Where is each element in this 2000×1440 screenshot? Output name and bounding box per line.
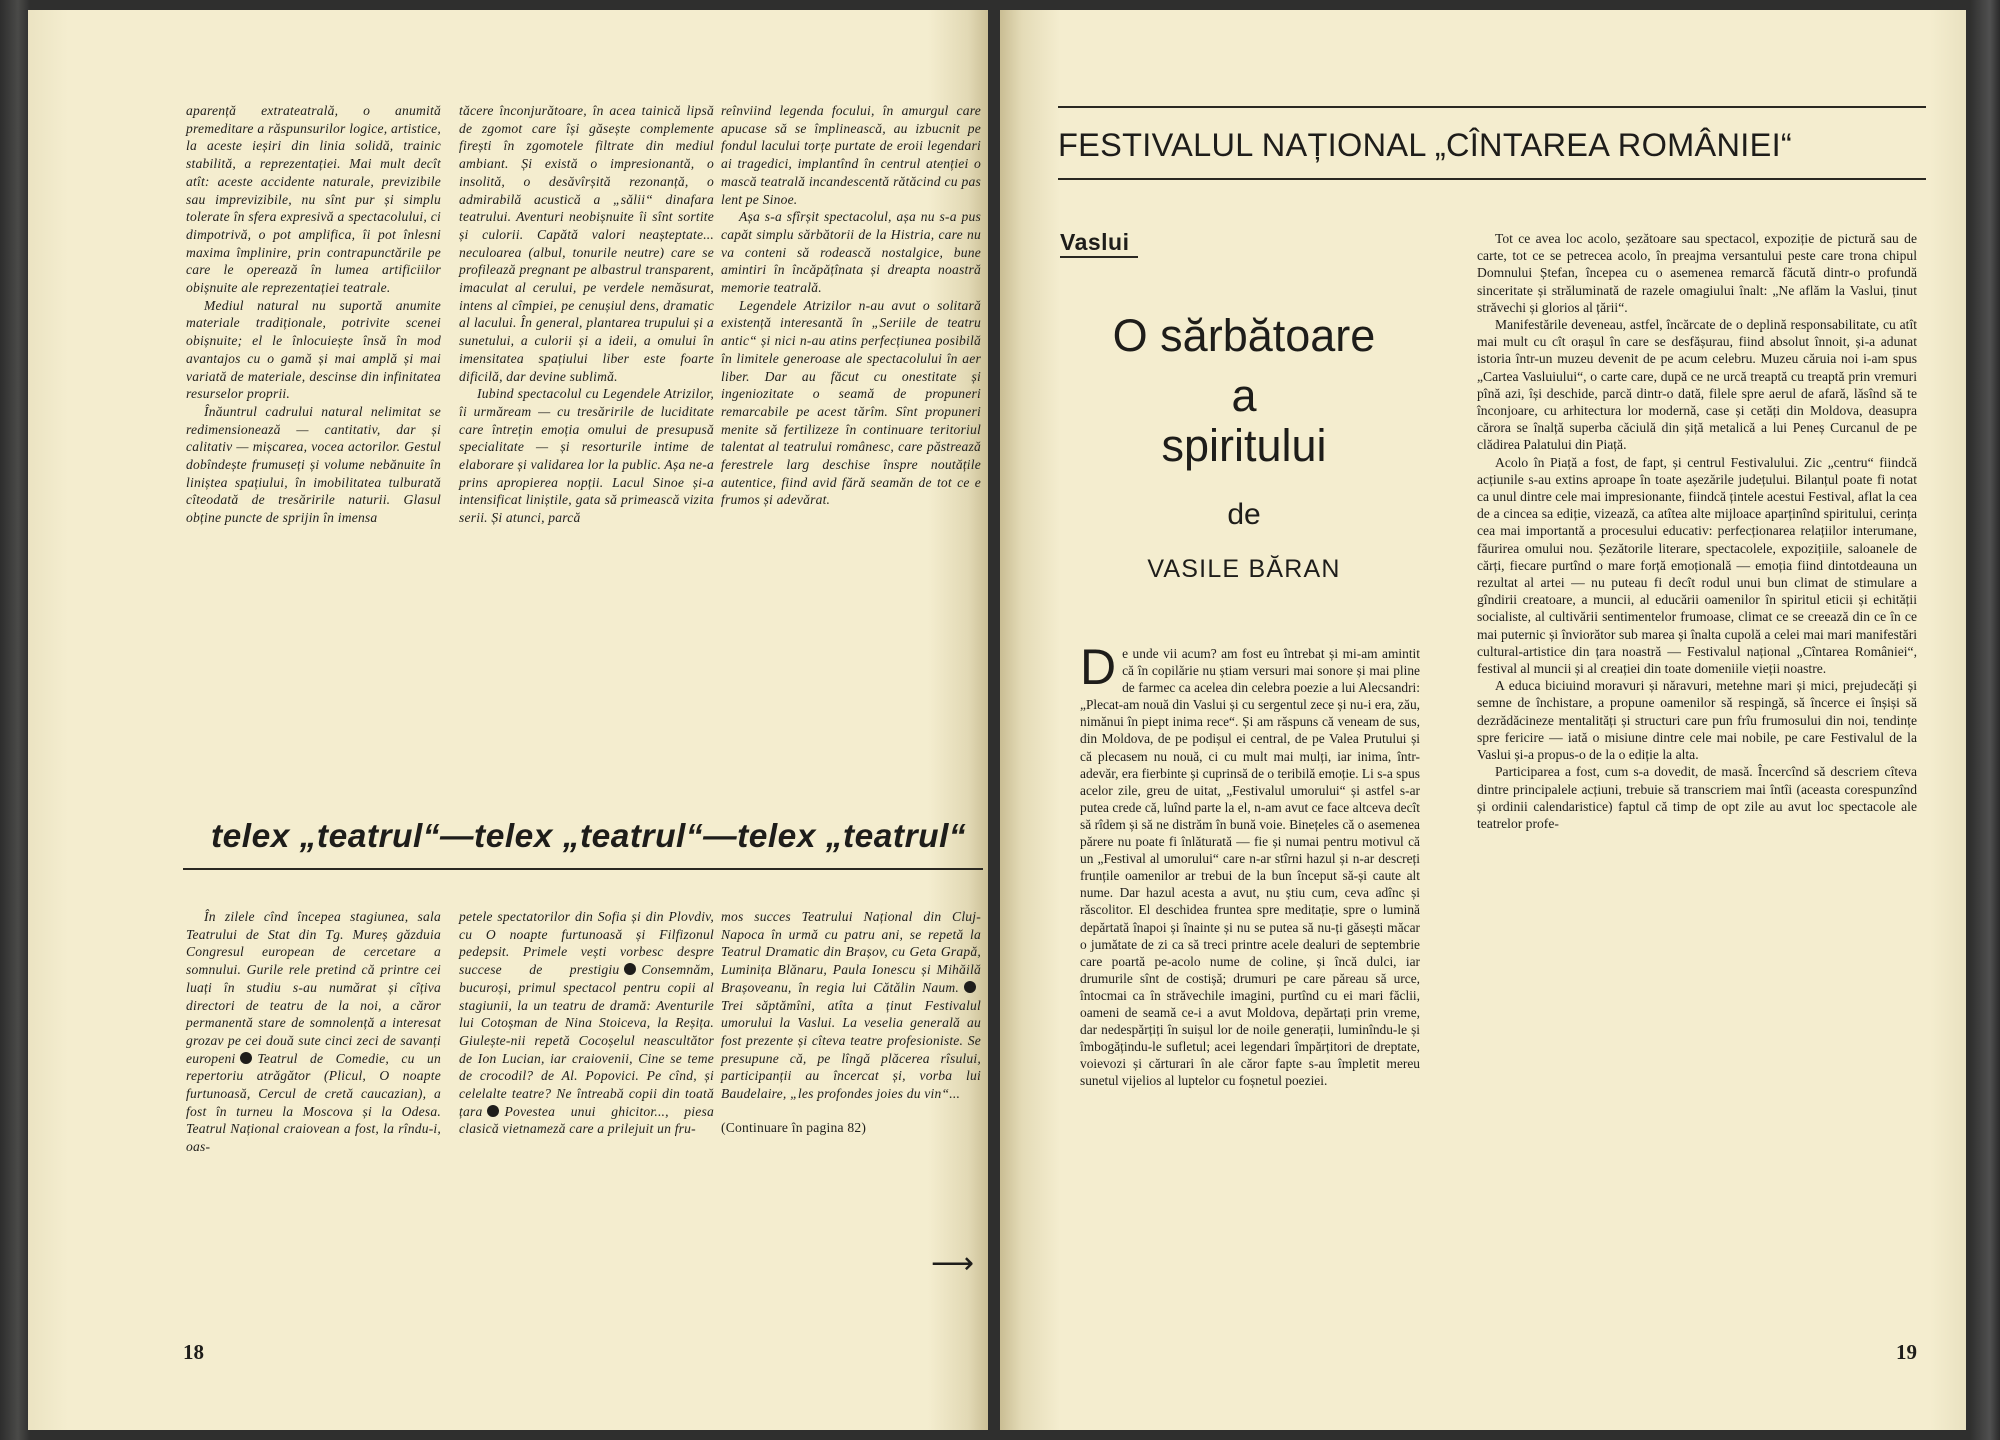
left-top-column-2 bbox=[459, 102, 714, 527]
paragraph: Tot ce avea loc acolo, șezătoare sau spectacol, expoziție de pictură sau de carte, tot ce se petrecea acolo, în preajma versantului peste care trona chipul Domnului Ștefan, începea cu o asemenea remarcă făcută dintr-o profundă sinceritate și străluminată de razele omagiului înalt: „Ne aflăm la Vaslui, ținut străvechi și glorios al țării“. bbox=[1477, 231, 1917, 315]
left-top-column-3 bbox=[721, 102, 981, 509]
paragraph: tăcere înconjurătoare, în acea tainică lipsă de zgomot care își găsește complemente firești în zgomotele filtrate din mediul ambiant. Și există o impresionantă, o insolită, o desăvîrșită rezonanță, o admirabilă acustică a „sălii“ dinafara teatrului. Aventuri neobișnuite îi sînt sortite și culorii. Capătă valori neașteptate... neculoarea (albul, tonurile neutre) care se profilează pregnant pe albastrul transparent, imaculat al cerului, pe verdele nemăsurat, intens al cîmpiei, pe cenușiul dens, dramatic al lacului. În general, plantarea trupului și a sunetului, a culorii și a ideii, a omului în imensitatea spațiului liber este foarte dificilă, dar devine sublimă. bbox=[459, 103, 714, 384]
paragraph: A educa biciuind moravuri și năravuri, metehne mari și mici, prejudecăți și semne de închistare, a propune oamenilor să respingă, să încerce ei înșiși să dezrădăcineze mentalități și structuri care pun frîu frumosului din noi, tendințe spre fericire — iată o misiune dintre cele mai nobile, pe care Festivalul de la Vaslui și-a propus-o de la o ediție la alta. bbox=[1477, 678, 1917, 763]
paragraph bbox=[721, 908, 981, 1103]
continuation-note: (Continuare în pagina 82) bbox=[721, 1119, 867, 1135]
telex-text: Trei săptămîni, atîta a ținut Festivalul umorului la Vaslui. La veselia generală au fost prezente și cîteva teatre profesioniste. Se presupune că, pe lîngă plăcerea rîsului, participanții au încercat și, vorba lui Baudelaire, „les profondes joies du vin“... bbox=[721, 997, 981, 1102]
telex-column-2 bbox=[459, 908, 714, 1138]
bullet-icon bbox=[964, 981, 976, 993]
right-page bbox=[1000, 10, 1966, 1430]
paragraph: Legendele Atrizilor n-au avut o solitară existență interesantă în „Seriile de teatru antic“ și nici n-au atins perfecțiunea posibilă în limitele generoase ale spectacolului în aer liber. Dar au făcut cu onestitate și ingeniozitate o seamă de propuneri remarcabile pe acest tărîm. Sînt propuneri menite să fertilizeze în continuare teritoriul talentat al teatrului românesc, care păstrează ferestrele larg deschise înspre noutățile autentice, fiind avid fără seamăn de tot ce e frumos și adevărat. bbox=[721, 297, 981, 508]
article-title-line-2: a bbox=[1231, 370, 1257, 421]
left-top-column-1 bbox=[186, 102, 441, 527]
telex-rule bbox=[183, 868, 983, 870]
paragraph bbox=[1080, 639, 1420, 1089]
telex-text: În zilele cînd începea stagiunea, sala Teatrului de Stat din Tg. Mureș găzduia Congresul european de cercetare a somnului. Gurile rele pretind că printre cei luați în studiu s-au numărat și cîțiva directori de teatru de la noi, a căror permanentă stare de somnolență a interesat grozav pe cei două sute cinci zeci de savanți europeni bbox=[186, 909, 441, 1066]
paragraph: Mediul natural nu suportă anumite materiale tradiționale, potrivite scenei obișnuite; el le înlocuiește însă în mod avantajos cu o gamă și mai amplă și mai variată de materiale, descinse din infinitatea resurselor proprii. bbox=[186, 297, 441, 402]
left-page bbox=[28, 10, 988, 1430]
article-text: e unde vii acum? am fost eu întrebat și mi-am amintit că în copilărie nu știam versuri mai sonore și mai pline de farmec ca acelea din celebra poezie a lui Alecsandri: „Plecat-am nouă din Vaslui și cu sergentul zece și nu-i era, zău, nimănui în piept inima rece“. Și am răspuns că veneam de sus, din Moldova, de pe podișul ei central, de pe Valea Prutului și că plecasem nu nouă, ci cu mult mai mulți, iar inima, într-adevăr, era fierbinte și cuprinsă de o teribilă emoție. Li s-a spus acelor zile, greu de uitat, „Festivalul umorului“ și astfel s-ar putea crede că, luînd parte la el, n-am avut ce face altceva decît să rîdem și să ne distrăm în bună voie. Binețeles că o asemenea părere nu poate fi înlăturată — fie și numai pentru motivul că un „Festival al umorului“ care n-ar stîrni hazul și n-ar descreți frunțile oamenilor ar trebui de la bun început să-și caute alt nume. Dar hazul acesta a avut, nu știu cum, ceva adînc și răscolitor. El deschidea fruntea spre meditație, spre o lumină depărtată înapoi și înainte și nu se putea să nu-ți găsești măcar o jumătate de zi ca să treci printre acele dealuri de septembrie care poartă pe-acolo nume de coline, și încă dulci, iar drumurile sînt de costișă; drumuri pe care păreau să urce, întocmai ca în străvechile imagini, purtînd cu ei mari făclii, oameni de seamă ce-i a avut Moldova, depărtați prin vreme, dar nedespărțiți în suișul lor de noile generații, luminîndu-le și îmbogățindu-le sufletul; acei legendari împărțitori de dreptate, voievozi și cărturari în ale căror fapte s-au împletit mereu sunetul vijelios al luptelor cu foșnetul poeziei. bbox=[1080, 646, 1420, 1089]
article-title-line-1: O sărbătoare bbox=[1112, 310, 1376, 361]
byline-de: de bbox=[1227, 498, 1261, 531]
author-name: VASILE BĂRAN bbox=[1147, 555, 1341, 583]
paragraph bbox=[459, 908, 714, 1138]
paragraph: Înăuntrul cadrului natural nelimitat se redimensionează — cantitativ, dar și calitativ — mișcarea, vocea actorilor. Gestul dobîndește frumuseți și volume nebănuite în liniștea spațiului, în imobilitatea tulburată cîteodată de tresăririle naturii. Glasul obține puncte de sprijin în imensa bbox=[186, 403, 441, 526]
telex-text: Povestea unui ghicitor..., piesa clasică vietnameză care a prilejuit un fru- bbox=[459, 1103, 714, 1137]
festival-heading: FESTIVALUL NAȚIONAL „CÎNTAREA ROMÂNIEI“ bbox=[1058, 127, 1793, 163]
bullet-icon bbox=[624, 963, 636, 975]
page-number: 18 bbox=[183, 1340, 204, 1364]
paragraph: Participarea a fost, cum s-a dovedit, de masă. Încercînd să descriem cîteva dintre principalele acțiuni, trebuie să transcriem mai întîi (aceasta corespunzînd și ordinii calendaristice) faptul că timp de opt zile au avut loc spectacole ale teatrelor profe- bbox=[1477, 764, 1917, 831]
article-title-line-3: spiritului bbox=[1161, 420, 1327, 471]
telex-text: mos succes Teatrului Național din Cluj-Napoca în urmă cu patru ani, se repetă la Teatrul Dramatic din Brașov, cu Geta Grapă, Luminița Blănaru, Paula Ionescu și Mihăilă Brașoveanu, în regia lui Cătălin Naum. bbox=[721, 909, 981, 995]
paragraph: Acolo în Piață a fost, de fapt, și centrul Festivalului. Zic „centru“ fiindcă acțiunile s-au extins aproape în toate așezările județului. Bilanțul poate fi notat ca unul dintre cele mai impresionante, fiindcă țintele acestui Festival, aflat la cea de a cincea sa ediție, vizează, ca atîtea alte mijloace aparținînd spiritului, cerința cea mai importantă a procesului educativ: perfecționarea relațiilor interumane, făurirea omului nou. Șezătorile literare, spectacolele, expozițiile, saloanele de cărți, fiecare purtînd o mare forță emoțională — emoția fiind dintotdeauna un rezultat al artei — nu puteau fi decît rodul unui bun climat de stimulare a gîndirii creatoare, a muncii, al educării oamenilor în spiritul eticii și echității socialiste, al cultivării sentimentelor frumoase, climat ce se creează din ce în ce mai puternic și înviorător sub marea și înalta cupolă a celei mai mari manifestări cultural-artistice din țara noastră — Festivalul național „Cîntarea României“, festival al muncii și al creației din toate domeniile vieții noastre. bbox=[1477, 454, 1917, 677]
telex-text: Teatrul de Comedie, cu un repertoriu atrăgător (Plicul, O noapte furtunoasă, Cercul de cretă caucazian), a fost în turneu la Moscova și la Odesa. Teatrul Național craiovean a fost, la rîndu-i, oas- bbox=[186, 1050, 441, 1155]
article-column-1 bbox=[1080, 639, 1420, 1089]
telex-column-3 bbox=[721, 908, 981, 1136]
paragraph: aparență extrateatrală, o anumită premeditare a răspunsurilor logice, artistice, la aceste ieșiri din linia solidă, trainic stabilită, a reprezentației. Mai mult decît atît: aceste accidente naturale, previzibile sau imprevizibile, nu sînt pur și simplu tolerate în sfera expresivă a spectacolului, ci dimpotrivă, o pot amplifica, îi pot înlesni maxima împlinire, prin contrapunctările pe care le operează în lumea artificiilor obișnuite ale reprezentației teatrale. bbox=[186, 103, 441, 296]
paragraph: Așa s-a sfîrșit spectacolul, așa nu s-a pus capăt simplu sărbătorii de la Histria, care nu va conteni să rodească nostalgice, bune amintiri în încăpățînata și dreapta noastră memorie teatrală. bbox=[721, 209, 981, 296]
telex-heading: telex „teatrul“—telex „teatrul“—telex „teatrul“ bbox=[211, 818, 967, 855]
telex-text: petele spectatorilor din Sofia și din Plovdiv, cu O noapte furtunoasă și Filfizonul pedepsit. Primele vești vorbesc despre succese de prestigiu bbox=[459, 909, 714, 978]
article-column-2 bbox=[1477, 230, 1917, 832]
drop-cap: D bbox=[1080, 639, 1117, 695]
telex-column-1 bbox=[186, 908, 441, 1156]
paragraph bbox=[186, 908, 441, 1156]
paragraph: Manifestările deveneau, astfel, încărcate de o deplină responsabilitate, cu atît mai mult cu cît orașul în care se desfășurau, fiind absolut înnoit, și-a adunat istoria într-un muzeu devenit de pe acum celebru. Muzeu căruia noi i-am spus „Cartea Vasluiului“, o carte care, după ce ne urcă treaptă cu treaptă prin vremuri pînă azi, își deschide, parcă dintr-o dată, filele spre aerul de afară, lăsînd să te înconjoare, cu arhitectura lor modernă, case și cetăți din Moldova, deasupra cărora se înalță superba căciulă din șiță metalică a lui Peneș Curcanul de pe clădirea Palatului din Piață. bbox=[1477, 317, 1917, 453]
heading-rule-bottom bbox=[1058, 178, 1926, 180]
telex-text: Consemnăm, bucuroși, primul spectacol pentru copii al stagiunii, la un teatru de dramă: Aventurile lui Cotoșman de Nina Stoiceva, la Reșița. Giulește-nii repetă Cocoșelul neascultător de Ion Lucian, iar craiovenii, Cine se teme de crocodil? de Al. Popovici. Pe cînd, și celelalte teatre? Ne întreabă copii din toată țara bbox=[459, 962, 714, 1119]
heading-rule-top bbox=[1058, 106, 1926, 108]
section-label: Vaslui bbox=[1060, 229, 1130, 255]
page-number: 19 bbox=[1896, 1340, 1917, 1364]
paragraph: Iubind spectacolul cu Legendele Atrizilor, îi urmăream — cu tresăririle de luciditate care întrețin emoția omului de presupusă specialitate — și resorturile intime de elaborare și validarea lor la public. Așa ne-a prins apropierea nopții. Lacul Sinoe și-a intensificat liniștile, gata să primească vizita serii. Și atunci, parcă bbox=[459, 386, 714, 526]
arrow-right-icon: ⟶ bbox=[931, 1246, 975, 1281]
section-underline bbox=[1060, 256, 1138, 258]
paragraph: reînviind legenda focului, în amurgul care apucase să se împlinească, au izbucnit pe fondul lacului torțe purtate de eroii legendari ai tragedici, implantînd în centrul atenției o mască teatrală incandescentă rătăcind cu pas lent pe Sinoe. bbox=[721, 103, 981, 207]
bullet-icon bbox=[487, 1105, 499, 1117]
bullet-icon bbox=[240, 1052, 252, 1064]
